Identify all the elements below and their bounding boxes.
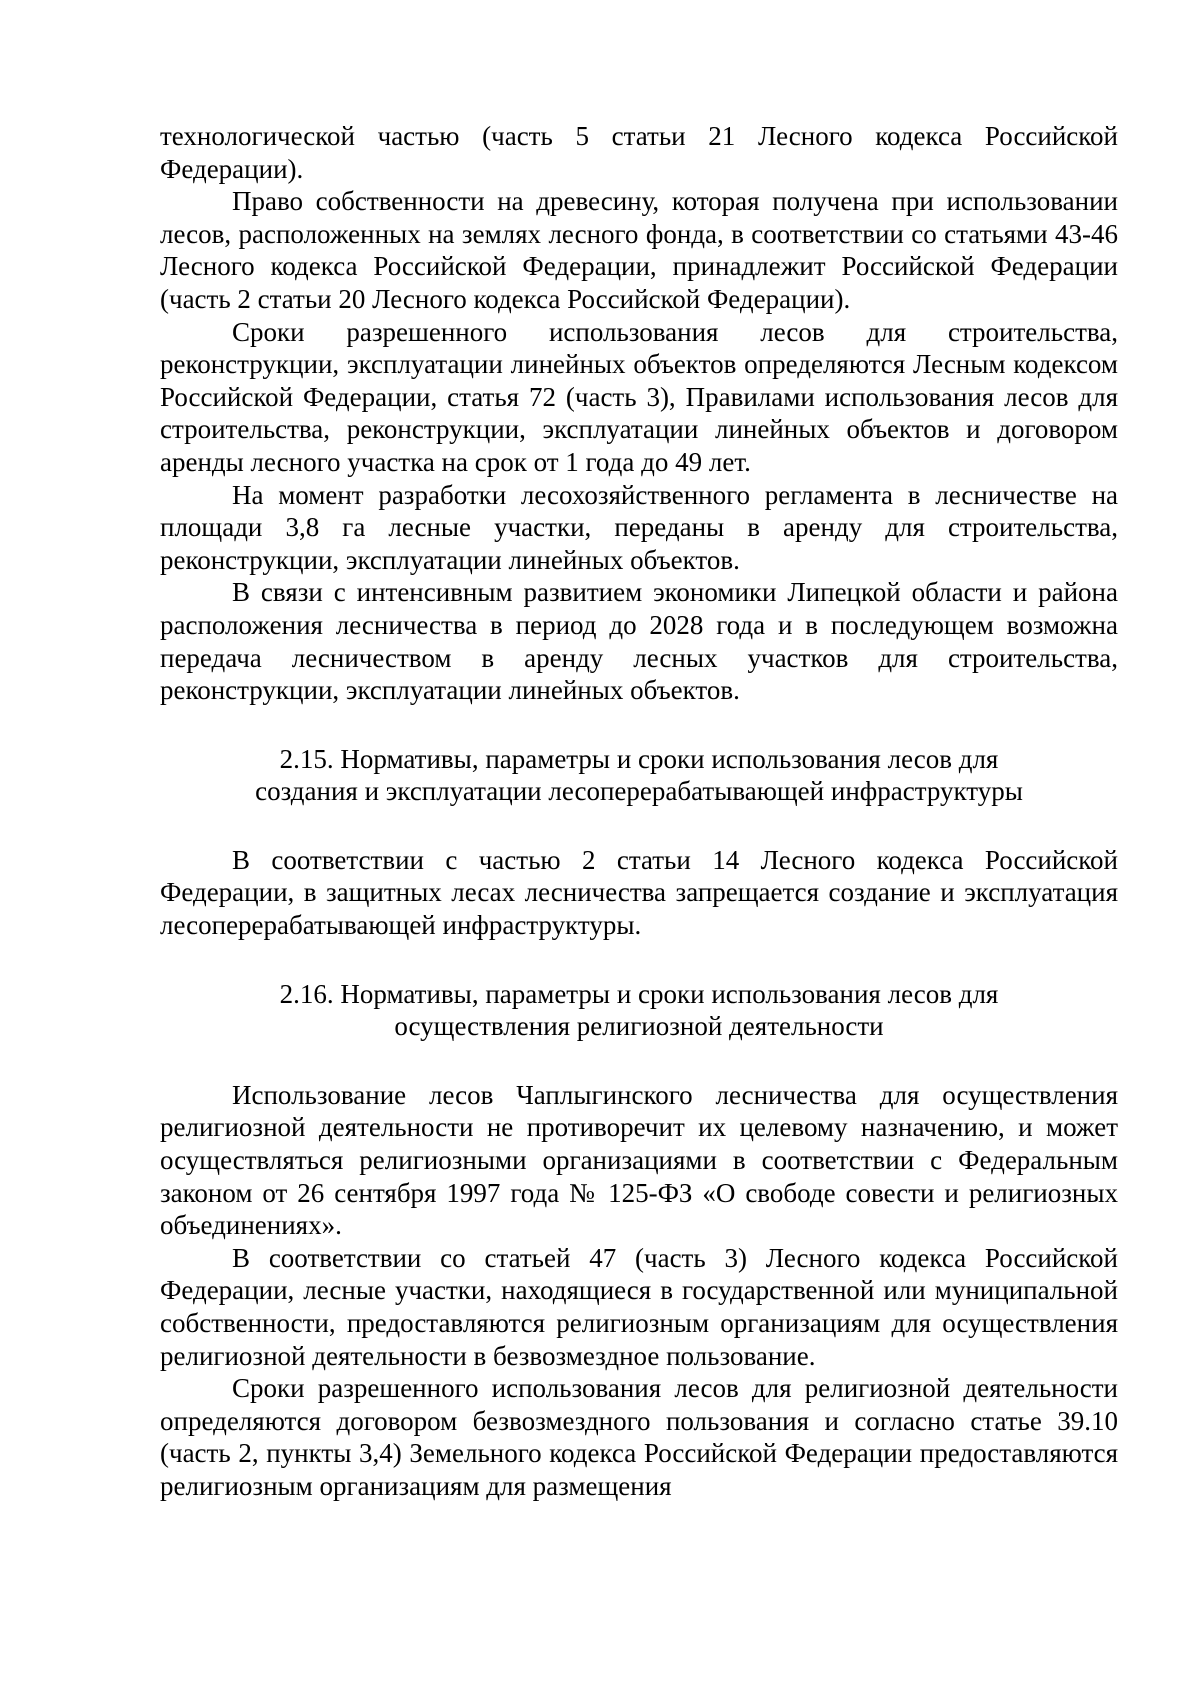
paragraph-lease-area: На момент разработки лесохозяйственного регламента в лесничестве на площади 3,8 га лесные участки, переданы в аренду для строительства, реконструкции, эксплуатации линейных объектов.	[160, 479, 1118, 575]
paragraph-continuation: технологической частью (часть 5 статьи 21 Лесного кодекса Российской Федерации).	[160, 121, 1118, 184]
section-heading-2-15-line1: 2.15. Нормативы, параметры и сроки использования лесов для	[279, 743, 999, 774]
paragraph-processing-infrastructure: В соответствии с частью 2 статьи 14 Лесного кодекса Российской Федерации, в защитных лесах лесничества запрещается создание и эксплуатация лесоперерабатывающей инфраструктуры.	[160, 844, 1118, 941]
section-heading-2-16-line2: осуществления религиозной деятельности	[394, 1011, 884, 1042]
section-heading-2-16	[160, 978, 1118, 1043]
paragraph-economic-development: В связи с интенсивным развитием экономики Липецкой области и района расположения лесничества в период до 2028 года и в последующем возможна передача лесничеством в аренду лесных участков для строительства, реконструкции, эксплуатации линейных объектов.	[160, 577, 1118, 706]
paragraph-religious-use: Использование лесов Чаплыгинского лесничества для осуществления религиозной деятельности не противоречит их целевому назначению, и может осуществляться религиозными организациями в соответствии с Федеральным законом от 26 сентября 1997 года № 125-ФЗ «О свободе совести и религиозных объединениях».	[160, 1079, 1118, 1241]
paragraph-free-use: В соответствии со статьей 47 (часть 3) Лесного кодекса Российской Федерации, лесные участки, находящиеся в государственной или муниципальной собственности, предоставляются религиозным организациям для осуществления религиозной деятельности в безвозмездное пользование.	[160, 1242, 1118, 1371]
section-heading-2-16-line1: 2.16. Нормативы, параметры и сроки использования лесов для	[279, 978, 999, 1009]
paragraph-religious-terms: Сроки разрешенного использования лесов для религиозной деятельности определяются договором безвозмездного пользования и согласно статье 39.10 (часть 2, пункты 3,4) Земельного кодекса Российской Федерации предоставляются религиозным организациям для размещения	[160, 1373, 1118, 1501]
document-page	[160, 120, 1118, 1503]
paragraph-wood-ownership: Право собственности на древесину, которая получена при использовании лесов, расположенных на землях лесного фонда, в соответствии со статьями 43-46 Лесного кодекса Российской Федерации, принадлежит Российской Федерации (часть 2 статьи 20 Лесного кодекса Российской Федерации).	[160, 186, 1118, 314]
paragraph-linear-objects-terms: Сроки разрешенного использования лесов для строительства, реконструкции, эксплуатации линейных объектов определяются Лесным кодексом Российской Федерации, статья 72 (часть 3), Правилами использования лесов для строительства, реконструкции, эксплуатации линейных объектов и договором аренды лесного участка на срок от 1 года до 49 лет.	[160, 316, 1118, 477]
section-heading-2-15-line2: создания и эксплуатации лесоперерабатывающей инфраструктуры	[255, 776, 1023, 807]
section-heading-2-15	[160, 743, 1118, 808]
